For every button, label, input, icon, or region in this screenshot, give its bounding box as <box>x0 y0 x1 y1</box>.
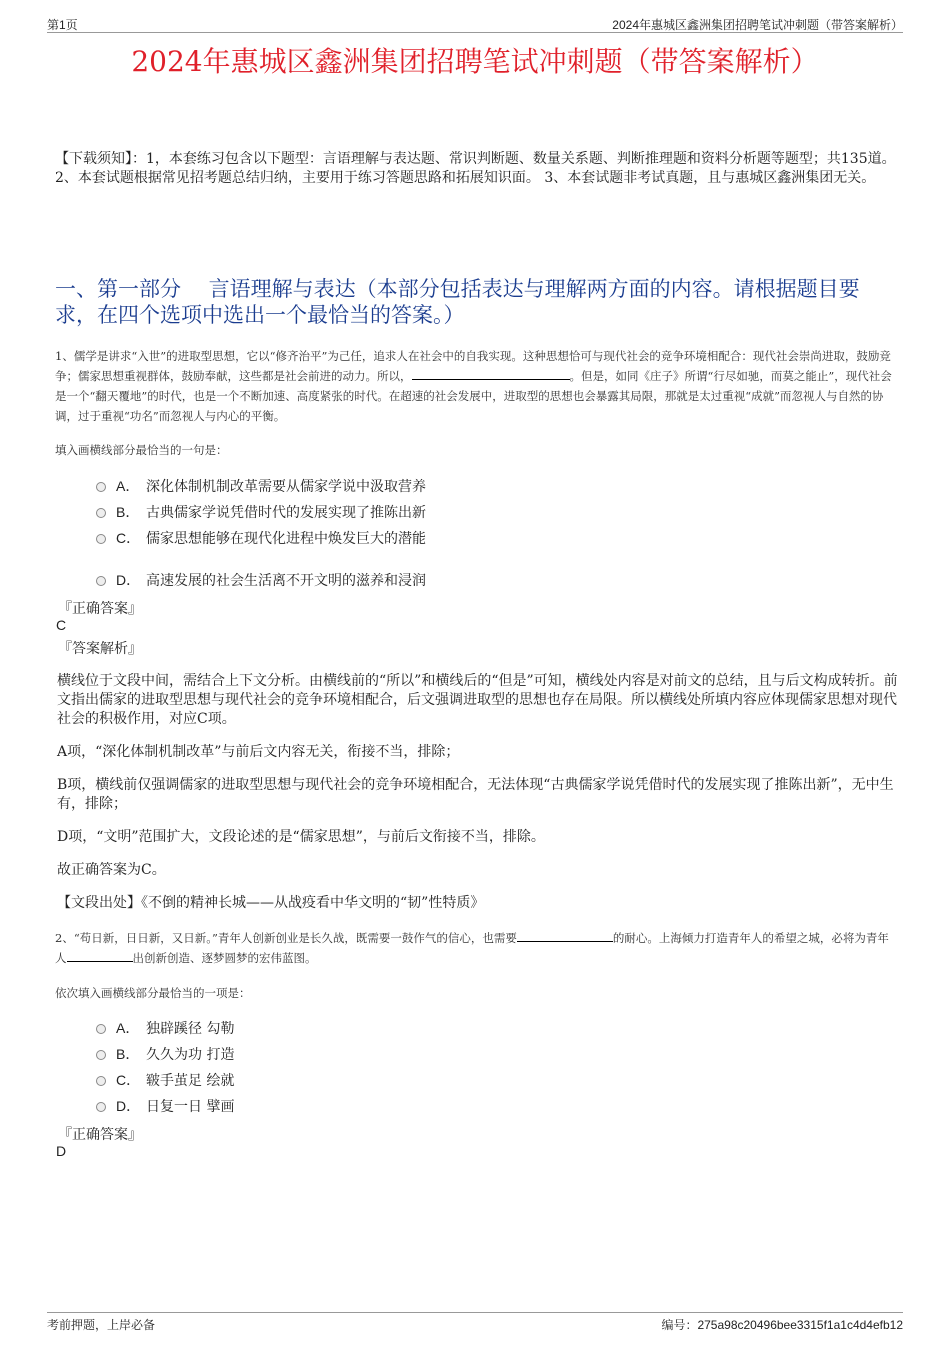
analysis-paragraph: 故正确答案为C。 <box>57 862 166 878</box>
option-key: B． <box>116 1046 140 1062</box>
radio-icon[interactable] <box>96 1050 106 1060</box>
correct-answer: D <box>56 1143 67 1159</box>
fill-blank <box>412 367 570 380</box>
question-2-prompt: 依次填入画横线部分最恰当的一项是： <box>55 986 251 1000</box>
option-b[interactable] <box>96 502 426 522</box>
stem-text: 的耐心。上海倾力打造青年人的希望之城，必将为青年人 <box>55 931 889 965</box>
option-key: A． <box>116 478 140 494</box>
page-footer <box>47 1312 903 1333</box>
page-header <box>47 14 903 33</box>
stem-text: 1、儒学是讲求“入世”的进取型思想，它以“修齐治平”为己任，追求人在社会中的自我实现。这种思想恰可与现代社会的竞争环境相配合：现代社会崇尚进取，鼓励竞争；儒家思想重视群体，鼓励奉献，这些都是社会前进的动力。所以， <box>55 349 891 383</box>
option-text: 高速发展的社会生活离不开文明的滋养和浸润 <box>146 573 426 589</box>
question-1-stem <box>55 346 900 426</box>
option-text: 皲手茧足 绘就 <box>146 1073 235 1089</box>
option-c[interactable] <box>96 1070 234 1090</box>
correct-answer: C <box>56 617 67 633</box>
option-key: C． <box>116 530 141 546</box>
answer-label: 『正确答案』 <box>58 601 142 617</box>
option-key: A． <box>116 1020 140 1036</box>
option-c[interactable] <box>96 528 426 548</box>
answer-label: 『正确答案』 <box>58 1127 142 1143</box>
stem-text: 出创新创造、逐梦圆梦的宏伟蓝图。 <box>132 951 317 965</box>
analysis-paragraph: B项，横线前仅强调儒家的进取型思想与现代社会的竞争环境相配合，无法体现“古典儒家学说凭借时代的发展实现了推陈出新”，无中生有，排除； <box>57 777 894 812</box>
question-1-prompt: 填入画横线部分最恰当的一句是： <box>55 443 228 457</box>
option-text: 日复一日 擘画 <box>146 1099 235 1115</box>
analysis-label: 『答案解析』 <box>58 641 142 657</box>
fill-blank <box>517 929 613 942</box>
radio-icon[interactable] <box>96 482 106 492</box>
radio-icon[interactable] <box>96 1024 106 1034</box>
section-heading: 一、第一部分 言语理解与表达（本部分包括表达与理解两方面的内容。请根据题目要求，在四个选项中选出一个最恰当的答案。） <box>55 277 860 327</box>
question-2-stem <box>55 928 900 968</box>
header-title: 2024年惠城区鑫洲集团招聘笔试冲刺题（带答案解析） <box>612 18 903 32</box>
option-d[interactable] <box>96 570 426 590</box>
option-text: 久久为功 打造 <box>146 1047 235 1063</box>
stem-text: 2、“苟日新，日日新，又日新。”青年人创新创业是长久战，既需要一鼓作气的信心，也需要 <box>55 931 517 945</box>
stem-text: 。但是，如同《庄子》所谓“行尽如驰，而莫之能止”，现代社会是一个“翻天覆地”的时代，也是一个不断加速、高度紧张的时代。在超速的社会发展中，进取型的思想也会暴露其局限，那就是太过重视“成就”而忽视人与自然的协调，过于重视“功名”而忽视人与内心的平衡。 <box>55 369 892 423</box>
analysis-paragraph: 横线位于文段中间，需结合上下文分析。由横线前的“所以”和横线后的“但是”可知，横线处内容是对前文的总结，且与后文构成转折。前文指出儒家的进取型思想与现代社会的竞争环境相配合，后文强调进取型的思想也存在局限。所以横线处所填内容应体现儒家思想对现代社会的积极作用，对应C项。 <box>57 673 898 727</box>
option-d[interactable] <box>96 1096 234 1116</box>
footer-slogan: 考前押题，上岸必备 <box>47 1318 156 1332</box>
page-number: 第1页 <box>47 18 78 32</box>
analysis-paragraph: D项，“文明”范围扩大，文段论述的是“儒家思想”，与前后文衔接不当，排除。 <box>57 829 545 845</box>
option-text: 深化体制机制改革需要从儒家学说中汲取营养 <box>146 479 426 495</box>
option-text: 独辟蹊径 勾勒 <box>146 1021 235 1037</box>
option-a[interactable] <box>96 1018 234 1038</box>
radio-icon[interactable] <box>96 1076 106 1086</box>
download-notice: 【下载须知】：1，本套练习包含以下题型：言语理解与表达题、常识判断题、数量关系题、判断推理题和资料分析题等题型；共135道。 2、本套试题根据常见招考题总结归纳，主要用于练习答题思路和拓展知识面。 3、本套试题非考试真题，且与惠城区鑫洲集团无关。 <box>55 151 896 186</box>
option-key: B． <box>116 504 140 520</box>
radio-icon[interactable] <box>96 576 106 586</box>
source-citation: 【文段出处】《不倒的精神长城——从战疫看中华文明的“韧”性特质》 <box>57 895 485 911</box>
option-key: D． <box>116 1098 141 1114</box>
radio-icon[interactable] <box>96 508 106 518</box>
fill-blank <box>67 949 133 962</box>
radio-icon[interactable] <box>96 534 106 544</box>
option-text: 古典儒家学说凭借时代的发展实现了推陈出新 <box>146 505 426 521</box>
option-a[interactable] <box>96 476 426 496</box>
option-b[interactable] <box>96 1044 234 1064</box>
document-title: 2024年惠城区鑫洲集团招聘笔试冲刺题（带答案解析） <box>131 45 819 78</box>
analysis-paragraph: A项，“深化体制机制改革”与前后文内容无关，衔接不当，排除； <box>57 744 460 760</box>
document-id: 编号：275a98c20496bee3315f1a1c4d4efb12 <box>661 1318 903 1332</box>
radio-icon[interactable] <box>96 1102 106 1112</box>
option-key: C． <box>116 1072 141 1088</box>
option-text: 儒家思想能够在现代化进程中焕发巨大的潜能 <box>146 531 426 547</box>
option-key: D． <box>116 572 141 588</box>
